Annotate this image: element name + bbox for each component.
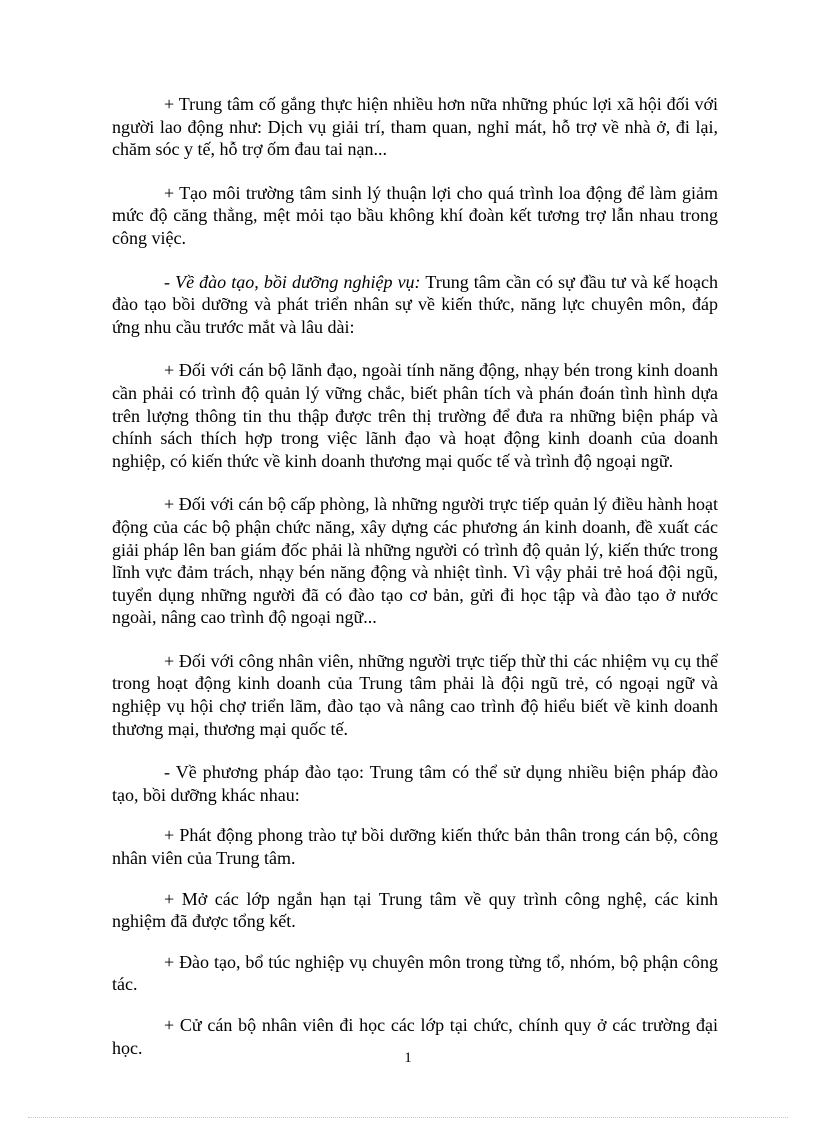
paragraph-short-courses [112,888,718,933]
paragraph-department-staff [112,493,718,629]
paragraph-text: + Trung tâm cố gắng thực hiện nhiều hơn nữa những phúc lợi xã hội đối với người lao động như: Dịch vụ giải trí, tham quan, nghỉ mát, hỗ trợ về nhà ở, đi lại, chăm sóc y tế, hỗ trợ ốm đau tai nạn... [112,94,718,160]
paragraph-welfare [112,93,718,161]
paragraph-environment [112,182,718,250]
paragraph-text: + Mở các lớp ngắn hạn tại Trung tâm về quy trình công nghệ, các kinh nghiệm đã được tổng kết. [112,888,718,932]
document-body [112,93,718,1077]
paragraph-text: + Phát động phong trào tự bồi dưỡng kiến thức bản thân trong cán bộ, công nhân viên của Trung tâm. [112,825,718,869]
paragraph-lead-italic: - Về đào tạo, bồi dưỡng nghiệp vụ: [164,271,421,292]
paragraph-training-methods [112,761,718,806]
paragraph-text: + Cử cán bộ nhân viên đi học các lớp tại chức, chính quy ở các trường đại học. [112,1015,718,1058]
paragraph-leadership [112,359,718,472]
footer-divider [28,1117,788,1118]
paragraph-text: Trung tâm cần có sự đầu tư và kế hoạch đào tạo bồi dưỡng và phát triển nhân sự về kiến thức, năng lực chuyên môn, đáp ứng nhu cầu trước mắt và lâu dài: [112,271,718,337]
paragraph-text: + Tạo môi trường tâm sinh lý thuận lợi cho quá trình loa động để làm giảm mức độ căng thẳng, mệt mỏi tạo bầu không khí đoàn kết tương trợ lẫn nhau trong công việc. [112,182,718,248]
paragraph-employees [112,650,718,740]
paragraph-self-study [112,824,718,869]
page-number: 1 [404,1050,412,1066]
paragraph-text: + Đối với cán bộ lãnh đạo, ngoài tính năng động, nhạy bén trong kinh doanh cần phải có trình độ quản lý vững chắc, biết phân tích và phán đoán tình hình dựa trên lượng thông tin thu thập được trên thị trường để đưa ra những biện pháp và chính sách thích hợp trong việc lãnh đạo và hoạt động kinh doanh của doanh nghiệp, có kiến thức về kinh doanh thương mại quốc tế và trình độ ngoại ngữ. [112,360,718,471]
paragraph-text: + Đào tạo, bổ túc nghiệp vụ chuyên môn trong từng tổ, nhóm, bộ phận công tác. [112,951,718,995]
paragraph-text: - Về phương pháp đào tạo: Trung tâm có thể sử dụng nhiều biện pháp đào tạo, bồi dưỡng khác nhau: [112,762,718,805]
paragraph-in-house-training [112,951,718,996]
paragraph-text: + Đối với công nhân viên, những người trực tiếp thừ thi các nhiệm vụ cụ thể trong hoạt động kinh doanh của Trung tâm phải là đội ngũ trẻ, có ngoại ngữ và nghiệp vụ hội chợ triển lãm, đào tạo và nâng cao trình độ hiểu biết về kinh doanh thương mại, thương mại quốc tế. [112,650,718,739]
paragraph-text: + Đối với cán bộ cấp phòng, là những người trực tiếp quản lý điều hành hoạt động của các bộ phận chức năng, xây dựng các phương án kinh doanh, đề xuất các giải pháp lên ban giám đốc phải là những người có trình độ quản lý, kiến thức trong lĩnh vực đảm trách, nhạy bén năng động và nhiệt tình. Vì vậy phải trẻ hoá đội ngũ, tuyển dụng những người đã có đào tạo cơ bản, gửi đi học tập và đào tạo ở nước ngoài, nâng cao trình độ ngoại ngữ... [112,494,718,628]
paragraph-training-intro [112,271,718,339]
